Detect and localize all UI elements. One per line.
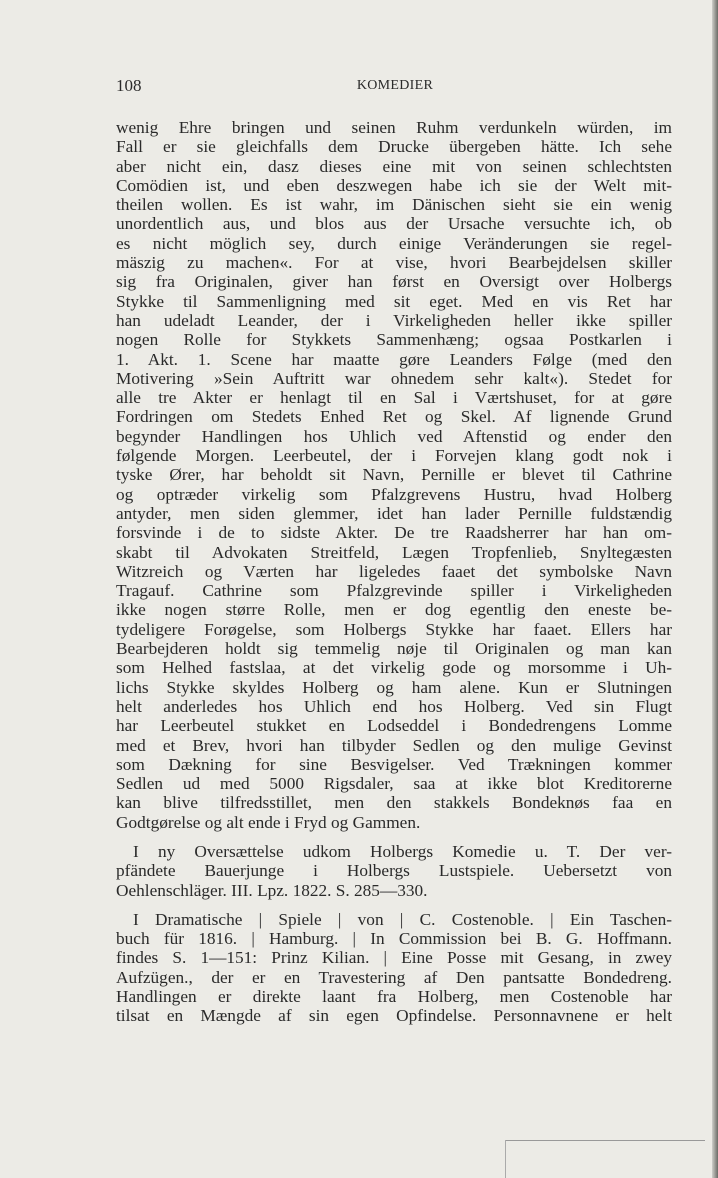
text-line: skabt til Advokaten Streitfeld, Lægen Tropfenlieb, Snyltegæsten bbox=[116, 542, 672, 562]
text-line: I Dramatische | Spiele | von | C. Costenoble. | Ein Taschen- bbox=[133, 909, 672, 929]
text-line: mäszig zu machen«. For at vise, hvori Bearbejdelsen skiller bbox=[116, 253, 672, 273]
text-line: wenig Ehre bringen und seinen Ruhm verdunkeln würden, im bbox=[116, 118, 672, 137]
text-line: som Helhed fastslaa, at det virkelig gode og morsomme i Uh- bbox=[116, 658, 672, 678]
text-line: buch für 1816. | Hamburg. | In Commission bei B. G. Hoffmann. bbox=[116, 929, 672, 949]
paragraph bbox=[116, 118, 672, 832]
text-line: forsvinde i de to sidste Akter. De tre Raadsherrer har han om- bbox=[116, 523, 672, 543]
text-line: theilen wollen. Es ist wahr, im Dänischen sieht sie ein wenig bbox=[116, 195, 672, 215]
text-line: Oehlenschläger. III. Lpz. 1822. S. 285—330. bbox=[116, 880, 428, 900]
text-line: Motivering »Sein Auftritt war ohnedem sehr kalt«). Stedet for bbox=[116, 368, 672, 388]
text-line: han udeladt Leander, der i Virkeligheden heller ikke spiller bbox=[116, 310, 672, 330]
text-line: Comödien ist, und eben deszwegen habe ich sie der Welt mit- bbox=[116, 175, 672, 195]
text-line: alle tre Akter er henlagt til en Sal i Værtshuset, for at gøre bbox=[116, 388, 672, 408]
text-line: Tragauf. Cathrine som Pfalzgrevinde spiller i Virkeligheden bbox=[116, 581, 672, 601]
page-edge-line-vertical bbox=[505, 1140, 506, 1178]
text-line: Fall er sie gleichfalls dem Drucke übergeben hätte. Ich sehe bbox=[116, 137, 672, 157]
text-line: 1. Akt. 1. Scene har maatte gøre Leanders Følge (med den bbox=[116, 349, 672, 369]
text-line: tilsat en Mængde af sin egen Opfindelse. Personnavnene er helt bbox=[116, 1006, 672, 1026]
page-edge-line bbox=[505, 1140, 705, 1141]
page-edge-shadow bbox=[712, 0, 718, 1178]
text-line: Witzreich og Værten har ligeledes faaet det symbolske Navn bbox=[116, 561, 672, 581]
text-line: kan blive tilfredsstillet, men den stakkels Bondeknøs faa en bbox=[116, 793, 672, 813]
text-line: har Leerbeutel stukket en Lodseddel i Bondedrengens Lomme bbox=[116, 716, 672, 736]
text-line: Fordringen om Stedets Enhed Ret og Skel. Af lignende Grund bbox=[116, 407, 672, 427]
paragraph bbox=[116, 910, 672, 1026]
text-line: Sedlen ud med 5000 Rigsdaler, saa at ikke blot Kreditorerne bbox=[116, 774, 672, 794]
text-line: Stykke til Sammenligning med sit eget. Med en vis Ret har bbox=[116, 291, 672, 311]
running-title: KOMEDIER bbox=[356, 78, 434, 93]
paragraph bbox=[116, 842, 672, 900]
text-line: Aufzügen., der er en Travestering af Den pantsatte Bondedreng. bbox=[116, 967, 672, 987]
text-line: aber nicht ein, dasz dieses eine mit von seinen schlechtsten bbox=[116, 156, 672, 176]
text-line: Handlingen er direkte laant fra Holberg, men Costenoble har bbox=[116, 987, 672, 1007]
text-line: Bearbejderen holdt sig temmelig nøje til Originalen og man kan bbox=[116, 639, 672, 659]
text-line: Godtgørelse og alt ende i Fryd og Gammen. bbox=[116, 812, 421, 832]
text-line: ikke nogen større Rolle, men er dog egentlig den eneste be- bbox=[116, 600, 672, 620]
page-body bbox=[116, 118, 672, 1036]
text-line: nogen Rolle for Stykkets Sammenhæng; ogsaa Postkarlen i bbox=[116, 330, 672, 350]
text-line: følgende Morgen. Leerbeutel, der i Forvejen klang godt nok i bbox=[116, 446, 672, 466]
text-line: sig fra Originalen, giver han først en Oversigt over Holbergs bbox=[116, 272, 672, 292]
text-line: findes S. 1—151: Prinz Kilian. | Eine Posse mit Gesang, in zwey bbox=[116, 948, 672, 968]
text-line: I ny Oversættelse udkom Holbergs Komedie u. T. Der ver- bbox=[133, 841, 672, 861]
text-line: pfändete Bauerjunge i Holbergs Lustspiele. Uebersetzt von bbox=[116, 861, 672, 881]
text-line: unordentlich aus, und blos aus der Ursache versuchte ich, ob bbox=[116, 214, 672, 234]
text-line: begynder Handlingen hos Uhlich ved Aftenstid og ender den bbox=[116, 426, 672, 446]
text-line: og optræder virkelig som Pfalzgrevens Hustru, hvad Holberg bbox=[116, 484, 672, 504]
text-line: es nicht möglich sey, durch einige Veränderungen sie regel- bbox=[116, 233, 672, 253]
text-line: lichs Stykke skyldes Holberg og ham alene. Kun er Slutningen bbox=[116, 677, 672, 697]
page-number: 108 bbox=[116, 76, 142, 95]
text-line: helt anderledes hos Uhlich end hos Holberg. Ved sin Flugt bbox=[116, 696, 672, 716]
text-line: tyske Ører, har beholdt sit Navn, Pernille er blevet til Cathrine bbox=[116, 465, 672, 485]
text-line: tydeligere Forøgelse, som Holbergs Stykke har faaet. Ellers har bbox=[116, 619, 672, 639]
text-line: antyder, men siden glemmer, idet han lader Pernille fuldstændig bbox=[116, 503, 672, 523]
text-line: med et Brev, hvori han tilbyder Sedlen og den mulige Gevinst bbox=[116, 735, 672, 755]
text-line: som Dækning for sine Besvigelser. Ved Trækningen kommer bbox=[116, 754, 672, 774]
